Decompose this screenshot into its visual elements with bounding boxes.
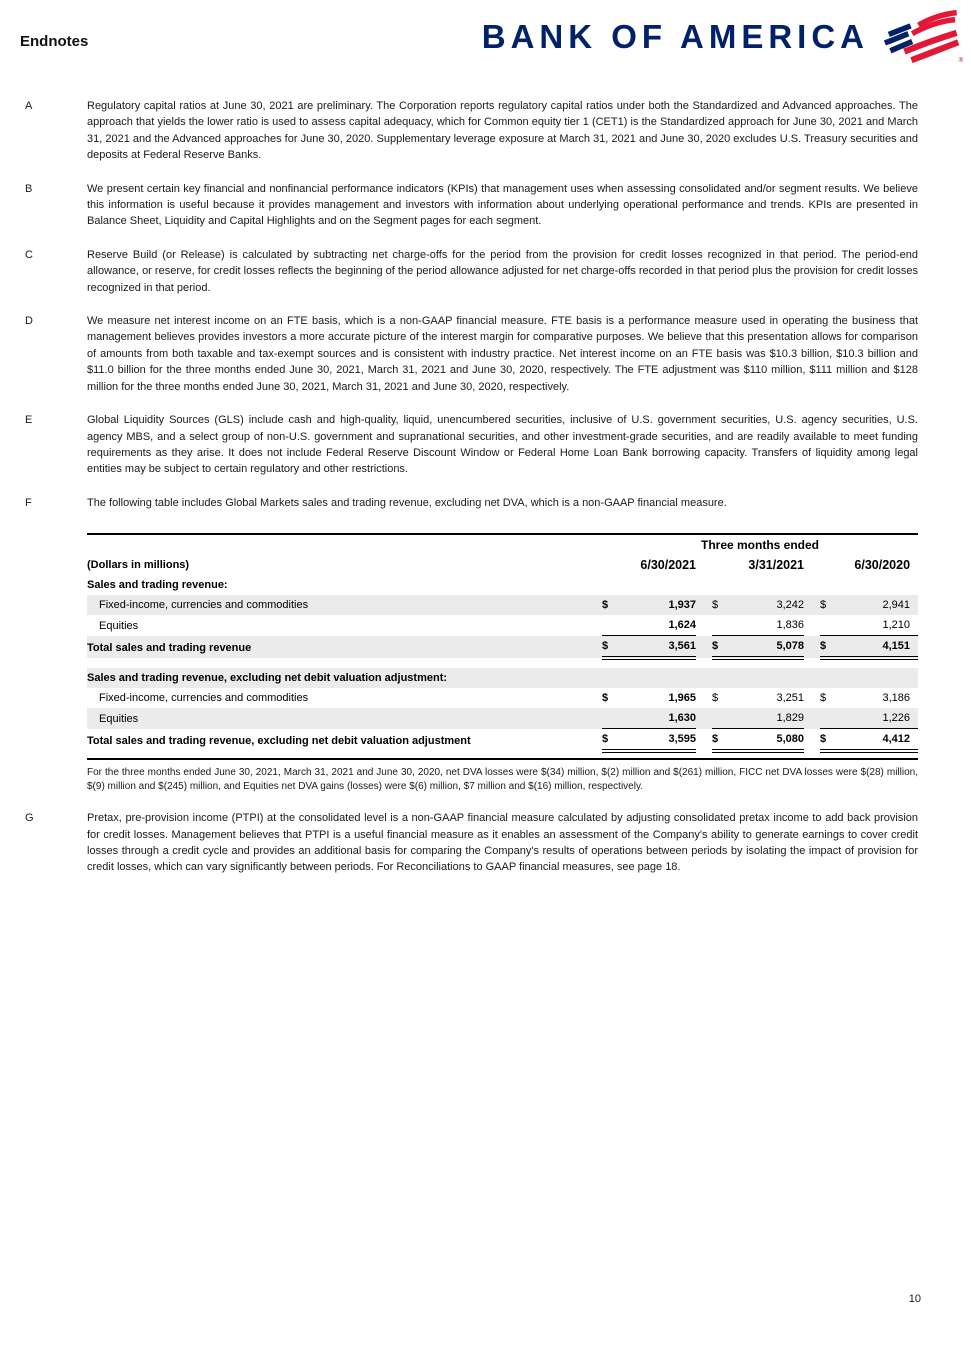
section-title: Sales and trading revenue, excluding net debit valuation adjustment:	[87, 668, 918, 688]
total-label: Total sales and trading revenue	[87, 636, 602, 659]
cell-value: 1,226	[842, 708, 918, 729]
cell-value: 1,836	[734, 615, 804, 636]
dollar-sign: $	[602, 595, 626, 615]
endnote-text: We measure net interest income on an FTE basis, which is a non-GAAP financial measure. FTE basis is a performance measure used in operating the business that management believes provides investors a more accurate picture of the interest margin for comparative purposes. We believe that this presentation allows for comparison of amounts from both taxable and tax-exempt sources and is consistent with industry practice. Net interest income on an FTE basis was $10.3 billion, $10.3 billion and $11.0 billion for the three months ended June 30, 2021, March 31, 2021 and June 30, 2020, respectively. The FTE adjustment was $110 million, $111 million and $128 million for the three months ended June 30, 2021, March 31, 2021 and June 30, 2020, respectively.	[87, 315, 918, 393]
endnote-text: Reserve Build (or Release) is calculated by subtracting net charge-offs for the period from the provision for credit losses recognized in that period. The period-end allowance, or reserve, for credit losses reflects the beginning of the period allowance adjusted for net charge-offs recorded in that period plus the provision for credit losses recognized in that period.	[87, 248, 918, 294]
cell-value: 1,937	[626, 595, 696, 615]
bank-of-america-logo	[481, 6, 963, 66]
dollar-sign: $	[712, 595, 734, 615]
row-label: Equities	[99, 619, 139, 632]
cell-value: 5,080	[734, 729, 804, 752]
column-header: 6/30/2020	[854, 558, 911, 573]
dollar-sign: $	[712, 636, 734, 659]
section-title-row	[87, 575, 918, 595]
endnote-f	[20, 495, 918, 511]
table-column-header-row	[87, 555, 918, 575]
endnote-text: Regulatory capital ratios at June 30, 2021 are preliminary. The Corporation reports regulatory capital ratios under both the Standardized and Advanced approaches. The approach that yields the lower ratio is used to assess capital adequacy, which for Common equity tier 1 (CET1) is the Standardized approach for June 30, 2021 and March 31, 2021 and the Advanced approaches for June 30, 2020. Supplementary leverage exposure at March 31, 2021 and June 30, 2020 excludes U.S. Treasury securities and deposits at Federal Reserve Banks.	[87, 100, 918, 162]
endnote-b	[20, 181, 918, 230]
column-header: 3/31/2021	[748, 558, 804, 573]
dollars-in-millions-label: (Dollars in millions)	[87, 559, 190, 572]
table-row-ficc	[87, 595, 918, 615]
cell-value: 5,078	[734, 636, 804, 659]
endnote-letter: F	[25, 496, 32, 509]
table-row-ficc-ex-dva	[87, 688, 918, 708]
endnote-c	[20, 247, 918, 296]
dollar-sign: $	[820, 595, 842, 615]
page-number: 10	[908, 1293, 921, 1305]
endnote-text: We present certain key financial and nonfinancial performance indicators (KPIs) that management uses when assessing consolidated and/or segment results. We believe this information is useful because it provides management and investors with information about underlying operational performance and trends. KPIs are presented in Balance Sheet, Liquidity and Capital Highlights and on the Segment pages for each segment.	[87, 182, 918, 228]
endnote-letter: B	[25, 182, 33, 195]
cell-value: 1,965	[668, 692, 696, 705]
total-label: Total sales and trading revenue, excluding net debit valuation adjustment	[87, 735, 471, 748]
section-title-row	[87, 668, 918, 688]
endnote-a	[20, 98, 918, 164]
table-footnote: For the three months ended June 30, 2021, March 31, 2021 and June 30, 2020, net DVA losses were $(34) million, $(2) million and $(261) million, FICC net DVA losses were $(28) million, $(9) million and $(245) million, and Equities net DVA gains (losses) were $(6) million, $7 million and $(16) million, respectively.	[87, 767, 918, 793]
endnote-text: Pretax, pre-provision income (PTPI) at the consolidated level is a non-GAAP financial measure calculated by adjusting consolidated pretax income to add back provision for credit losses. Management believes that PTPI is a useful financial measure as it enables an assessment of the Company's ability to generate earnings to cover credit losses through a credit cycle and provides an additional basis for comparing the Company's results of operations between periods by isolating the impact of provision for credit losses, which can vary significantly between periods. For Reconciliations to GAAP financial measures, see page 18.	[87, 812, 918, 874]
endnote-letter: E	[25, 414, 33, 427]
endnote-g	[20, 810, 918, 876]
bofa-flag-icon	[881, 6, 963, 66]
row-label: Equities	[87, 708, 602, 729]
table-span-header-row	[87, 534, 918, 555]
row-label: Fixed-income, currencies and commodities	[99, 692, 309, 705]
cell-value: 4,412	[842, 729, 918, 752]
dollar-sign: $	[602, 636, 626, 659]
bank-of-america-wordmark: BANK OF AMERICA	[481, 17, 869, 55]
endnote-letter: D	[25, 315, 33, 328]
table-row-equities-ex-dva	[87, 708, 918, 729]
section-title: Sales and trading revenue:	[87, 579, 228, 592]
dollar-sign: $	[712, 729, 734, 752]
cell-value: 1,630	[626, 708, 696, 729]
table-row-total-ex-dva	[87, 729, 918, 752]
cell-value: 3,595	[626, 729, 696, 752]
endnote-letter: G	[25, 812, 34, 825]
endnote-text: The following table includes Global Markets sales and trading revenue, excluding net DVA, which is a non-GAAP financial measure.	[87, 496, 727, 509]
span-header: Three months ended	[701, 538, 820, 553]
endnote-letter: C	[25, 248, 33, 261]
column-header: 6/30/2021	[640, 558, 696, 573]
cell-value: 3,561	[626, 636, 696, 659]
dollar-sign: $	[602, 729, 626, 752]
registered-trademark: ®	[958, 58, 963, 64]
endnote-e	[20, 412, 918, 478]
cell-value: 1,624	[626, 615, 696, 636]
row-label: Fixed-income, currencies and commodities	[87, 595, 602, 615]
cell-value: 1,829	[734, 708, 804, 729]
cell-value: 3,186	[882, 692, 911, 705]
dollar-sign: $	[602, 692, 609, 705]
table-row-equities	[87, 615, 918, 636]
endnote-letter: A	[25, 100, 33, 112]
dollar-sign: $	[712, 692, 719, 705]
dollar-sign: $	[820, 729, 842, 752]
endnote-d	[20, 313, 918, 395]
sales-trading-revenue-table	[87, 533, 918, 794]
cell-value: 2,941	[842, 595, 918, 615]
table-row-total	[87, 636, 918, 659]
cell-value: 3,251	[776, 692, 804, 705]
cell-value: 4,151	[842, 636, 918, 659]
dollar-sign: $	[820, 636, 842, 659]
cell-value: 3,242	[734, 595, 804, 615]
endnotes-list	[20, 98, 918, 893]
cell-value: 1,210	[842, 615, 918, 636]
dollar-sign: $	[820, 692, 827, 705]
endnote-text: Global Liquidity Sources (GLS) include cash and high-quality, liquid, unencumbered securities, inclusive of U.S. government securities, U.S. agency securities, U.S. agency MBS, and a select group of non-U.S. government and supranational securities, and other investment-grade securities, and are readily available to meet funding requirements as they arise. It does not include Federal Reserve Discount Window or Federal Home Loan Bank borrowing capacity. Transfers of liquidity among legal entities may be subject to certain regulatory and other restrictions.	[87, 414, 918, 476]
page-title: Endnotes	[20, 33, 89, 50]
